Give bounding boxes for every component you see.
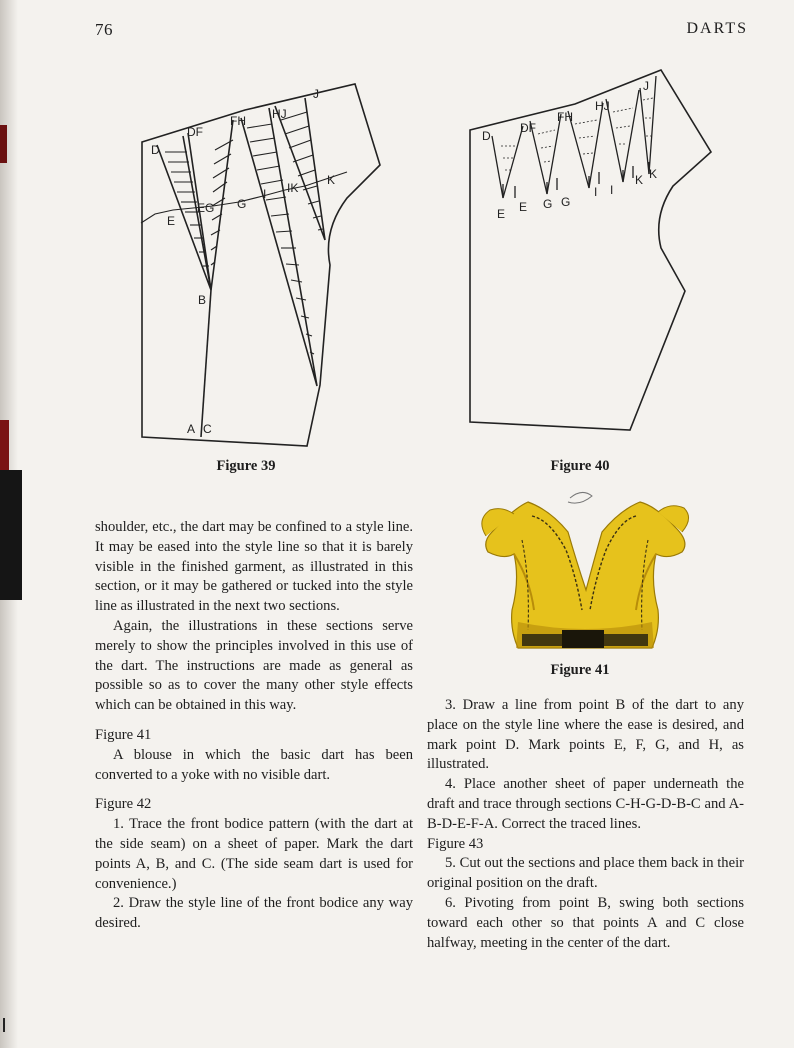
figure-41-caption: Figure 41 — [550, 662, 610, 678]
paragraph: A blouse in which the basic dart has been converted to a yoke with no visible dart. — [95, 746, 413, 783]
figure-41-heading: Figure 41 — [95, 726, 152, 743]
fig39-label: FH — [230, 114, 246, 128]
step-4: 4. Place another sheet of paper underneath the draft and trace through sections C-H-G-D-B-C and A-B-D-E-F-A. Correct the traced lines. — [427, 776, 744, 832]
fig39-label: HJ — [272, 107, 287, 121]
fig39-label: DF — [187, 125, 203, 139]
bodice-outline — [142, 84, 380, 446]
fig39-label: E — [167, 214, 176, 228]
fig39-label: G — [237, 197, 247, 211]
fig40-label: E — [497, 207, 506, 221]
figure-43-heading: Figure 43 — [427, 835, 484, 852]
fig40-label: I — [610, 183, 614, 197]
fig39-label: D — [151, 143, 160, 157]
figure-39-diagram — [135, 80, 385, 452]
figure-40-diagram — [465, 66, 715, 438]
right-column — [427, 696, 744, 953]
fig39-label: A — [187, 422, 196, 436]
blouse-body — [486, 502, 685, 648]
fig40-label: K — [635, 173, 644, 187]
tuck-4 — [606, 90, 639, 182]
page-edge-mark — [3, 1018, 5, 1032]
step-1: 1. Trace the front bodice pattern (with the dart at the side seam) on a sheet of paper. Mark the dart points A, B, and C. (The side seam dart is used for convenience.) — [95, 816, 413, 892]
figure-42-heading: Figure 42 — [95, 796, 152, 813]
fig40-label: DF — [520, 121, 536, 135]
fig39-label: EG — [197, 201, 215, 215]
tuck-1 — [492, 126, 523, 198]
fig39-label: J — [313, 87, 319, 101]
fig40-label: D — [482, 129, 491, 143]
fig40-label: FH — [557, 110, 573, 124]
fig40-label: HJ — [595, 99, 610, 113]
page-edge-mark — [0, 125, 7, 163]
fig39-label: I — [263, 187, 267, 201]
figure-39 — [135, 80, 385, 452]
dart-3 — [241, 108, 317, 386]
step-5: 5. Cut out the sections and place them back in their original position on the draft. — [427, 855, 744, 892]
blouse-illustration — [470, 480, 700, 662]
bodice-outline — [470, 70, 711, 430]
step-6: 6. Pivoting from point B, swing both sections toward each other so that points A and C close halfway, meeting in the center of the dart. — [427, 894, 744, 951]
fig40-label: G — [543, 197, 553, 211]
fig39-label: K — [327, 173, 336, 187]
tuck-3 — [568, 103, 603, 188]
paragraph: Again, the illustrations in these sections serve merely to show the principles involved in this use of the dart. The instructions are made as general as possible so as to cover the many other style effects which can be obtained in this way. — [95, 617, 413, 714]
fig39-label: B — [198, 293, 207, 307]
page-number: 76 — [95, 20, 113, 39]
fig40-label: J — [643, 79, 649, 93]
fig39-label: C — [203, 422, 212, 436]
step-2: 2. Draw the style line of the front bodice any way desired. — [95, 895, 413, 932]
step-3: 3. Draw a line from point B of the dart to any place on the style line where the ease is desired, and mark point D. Mark points E, F, G, and H, as illustrated. — [427, 697, 744, 773]
figure-40-caption: Figure 40 — [550, 458, 610, 474]
figure-39-caption: Figure 39 — [216, 458, 276, 474]
fig40-label: I — [594, 185, 598, 199]
paragraph: shoulder, etc., the dart may be confined to a style line. It may be eased into the style line so that it is barely visible in the finished garment, as illustrated in this section, or it may be gathered or tucked into the style line as illustrated in the next two sections. — [95, 519, 413, 615]
center-line — [201, 290, 211, 437]
fig40-label: G — [561, 195, 571, 209]
fig39-label: IK — [287, 181, 299, 195]
blouse-waist-center — [562, 630, 604, 648]
running-head: DARTS — [686, 20, 748, 37]
figure-41 — [470, 480, 700, 662]
fig40-label: K — [649, 167, 658, 181]
fig40-label: E — [519, 200, 528, 214]
page-edge-mark — [0, 470, 22, 600]
left-column — [95, 518, 413, 934]
figure-40 — [465, 66, 715, 438]
